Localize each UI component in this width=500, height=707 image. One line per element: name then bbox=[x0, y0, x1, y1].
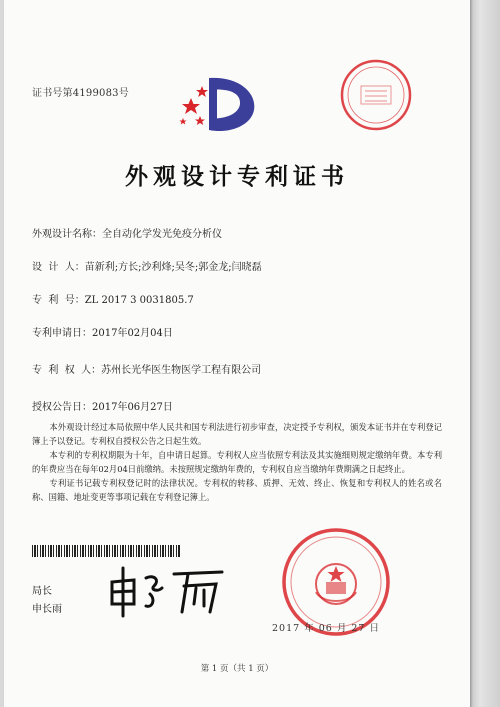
filing-date-label: 专利申请日： bbox=[32, 328, 92, 339]
director-title: 局长 bbox=[32, 586, 52, 597]
agency-seal-icon bbox=[339, 58, 413, 132]
grant-date-value: 2017年06月27日 bbox=[92, 402, 173, 413]
body-paragraph: 专利证书记载专利权登记时的法律状况。专利权的转移、质押、无效、终止、恢复和专利权人的姓名或名称、国籍、地址变更等事项记载在专利登记簿上。 bbox=[32, 478, 442, 502]
designer-label: 设 计 人： bbox=[32, 262, 85, 273]
body-paragraph: 本外观设计经过本局依照中华人民共和国专利法进行初步审查，决定授予专利权，颁发本证书并在专利登记簿上予以登记。专利权自授权公告之日起生效。 bbox=[32, 422, 442, 446]
design-name-row bbox=[32, 225, 222, 240]
certificate-body-text bbox=[32, 420, 442, 504]
filing-date-value: 2017年02月04日 bbox=[92, 328, 173, 339]
page-number: 第 1 页（共 1 页） bbox=[200, 664, 274, 674]
page-edge bbox=[470, 0, 500, 707]
designer-row bbox=[32, 258, 262, 273]
page-title: 外观设计专利证书 bbox=[125, 163, 349, 190]
patent-number-value: ZL 2017 3 0031805.7 bbox=[84, 295, 194, 306]
designer-value: 苗新利;方长;沙利烽;吴冬;郭金龙;闫晓磊 bbox=[84, 262, 262, 273]
patentee-row bbox=[32, 361, 261, 376]
director-name: 申长雨 bbox=[32, 604, 62, 615]
design-name-label: 外观设计名称： bbox=[32, 229, 102, 240]
director-signature-icon bbox=[104, 560, 234, 620]
barcode-icon bbox=[32, 545, 180, 557]
certificate-page bbox=[4, 0, 470, 707]
body-paragraph: 本专利的专利权期限为十年，自申请日起算。专利权人应当依照专利法及其实施细则规定缴纳年费。本专利的年费应当在每年02月04日前缴纳。未按照规定缴纳年费的，专利权自应当缴纳年费期满之日起终止。 bbox=[32, 450, 442, 474]
grant-date-label: 授权公告日： bbox=[32, 402, 92, 413]
grant-date-row bbox=[32, 398, 173, 413]
patent-number-row bbox=[32, 291, 194, 306]
issue-date: 2017 年 06 月 27 日 bbox=[272, 623, 380, 634]
patent-number-label: 专 利 号： bbox=[32, 295, 85, 306]
certificate-number: 证书号第4199083号 bbox=[32, 88, 129, 99]
patentee-value: 苏州长光华医生物医学工程有限公司 bbox=[101, 365, 262, 376]
patentee-label: 专 利 权 人： bbox=[32, 365, 102, 376]
cnipa-logo-icon bbox=[169, 68, 259, 138]
design-name-value: 全自动化学发光免疫分析仪 bbox=[102, 229, 222, 240]
filing-date-row bbox=[32, 324, 173, 339]
